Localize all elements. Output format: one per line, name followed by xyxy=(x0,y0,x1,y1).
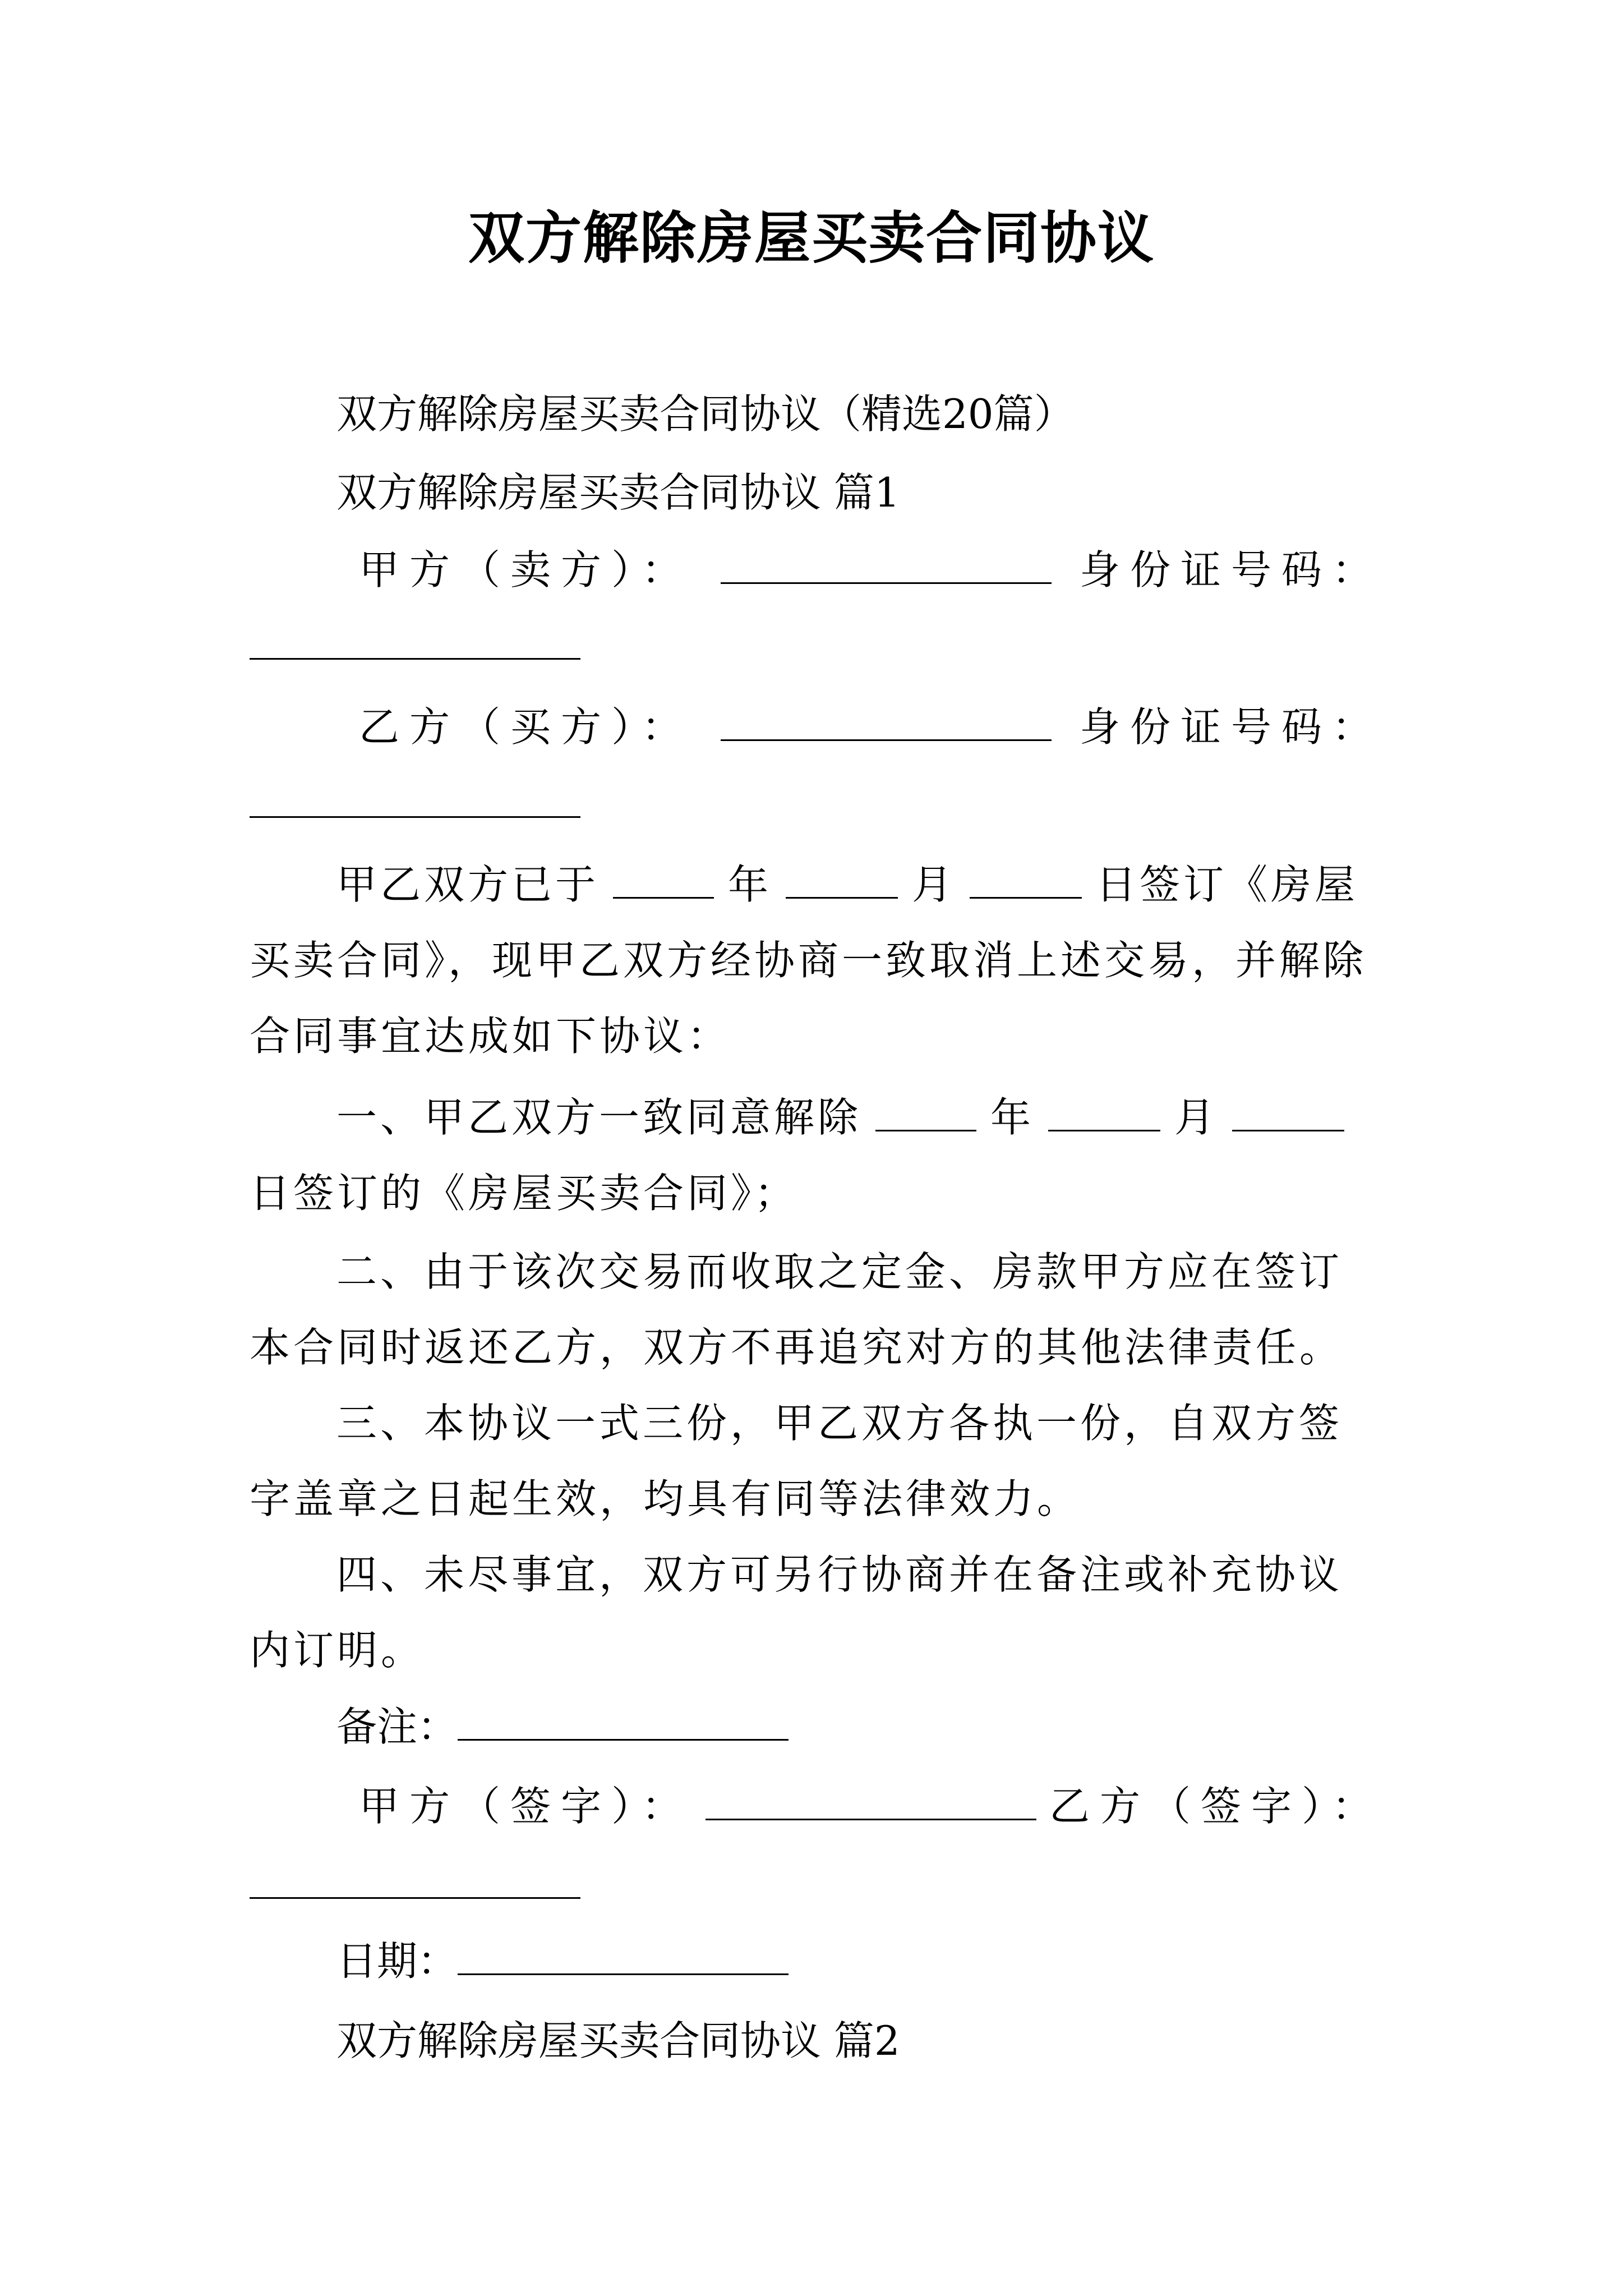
intro-year-field[interactable] xyxy=(613,858,714,899)
party-a-name-field[interactable] xyxy=(721,543,1052,584)
date-field[interactable] xyxy=(458,1934,789,1975)
intro-day-field[interactable] xyxy=(970,858,1082,899)
clause-3: 三、本协议一式三份，甲乙双方各执一份，自双方签字盖章之日起生效，均具有同等法律效力。 xyxy=(250,1400,1343,1522)
party-a-id-field[interactable] xyxy=(250,658,580,660)
intro-paragraph xyxy=(250,847,1382,1074)
intro-month-field[interactable] xyxy=(786,858,898,899)
party-b-id-label: 身份证号码： xyxy=(1079,703,1382,751)
remark-label: 备注： xyxy=(336,1703,458,1750)
sign-a-field[interactable] xyxy=(706,1779,1036,1820)
sign-b-label: 乙方（签字）： xyxy=(1049,1783,1382,1830)
party-b-id-field[interactable] xyxy=(250,816,580,818)
party-a-label: 甲方（卖方）： xyxy=(359,546,693,593)
intro-text-start: 甲乙双方已于 xyxy=(336,861,600,908)
intro-year-label: 年 xyxy=(728,861,772,908)
intro-month-label: 月 xyxy=(912,861,956,908)
date-row xyxy=(336,1934,789,1988)
sign-a-label: 甲方（签字）： xyxy=(359,1783,693,1830)
document-title: 双方解除房屋买卖合同协议 xyxy=(468,205,1155,271)
clause-4: 四、未尽事宜，双方可另行协商并在备注或补充协议内订明。 xyxy=(250,1551,1343,1674)
remark-field[interactable] xyxy=(458,1700,789,1741)
clause-1-text-start: 一、甲乙双方一致同意解除 xyxy=(336,1094,862,1141)
clause-1-day-field[interactable] xyxy=(1232,1091,1344,1131)
intro-text-end: 日签订《房屋买卖合同》，现甲乙双方经协商一致取消上述交易，并解除合同事宜达成如下协议： xyxy=(250,861,1367,1060)
document-subtitle: 双方解除房屋买卖合同协议（精选20篇） xyxy=(336,390,1075,438)
party-b-name-field[interactable] xyxy=(721,700,1052,741)
clause-1-year-label: 年 xyxy=(990,1094,1035,1141)
clause-1-year-field[interactable] xyxy=(875,1091,976,1131)
section-1-heading: 双方解除房屋买卖合同协议 篇1 xyxy=(336,469,900,516)
sign-b-field[interactable] xyxy=(250,1897,580,1899)
party-a-row xyxy=(359,543,1382,597)
remark-row xyxy=(336,1700,789,1754)
signature-row xyxy=(359,1779,1382,1833)
section-2-heading: 双方解除房屋买卖合同协议 篇2 xyxy=(336,2017,900,2064)
clause-1 xyxy=(250,1080,1382,1231)
date-label: 日期： xyxy=(336,1938,458,1985)
party-b-row xyxy=(359,700,1382,754)
clause-1-month-field[interactable] xyxy=(1048,1091,1160,1131)
party-b-label: 乙方（买方）： xyxy=(359,703,693,751)
clause-2: 二、由于该次交易而收取之定金、房款甲方应在签订本合同时返还乙方，双方不再追究对方的其他法律责任。 xyxy=(250,1248,1344,1371)
clause-1-text-end: 日签订的《房屋买卖合同》； xyxy=(250,1170,799,1217)
party-a-id-label: 身份证号码： xyxy=(1079,546,1382,593)
clause-1-month-label: 月 xyxy=(1174,1094,1219,1141)
